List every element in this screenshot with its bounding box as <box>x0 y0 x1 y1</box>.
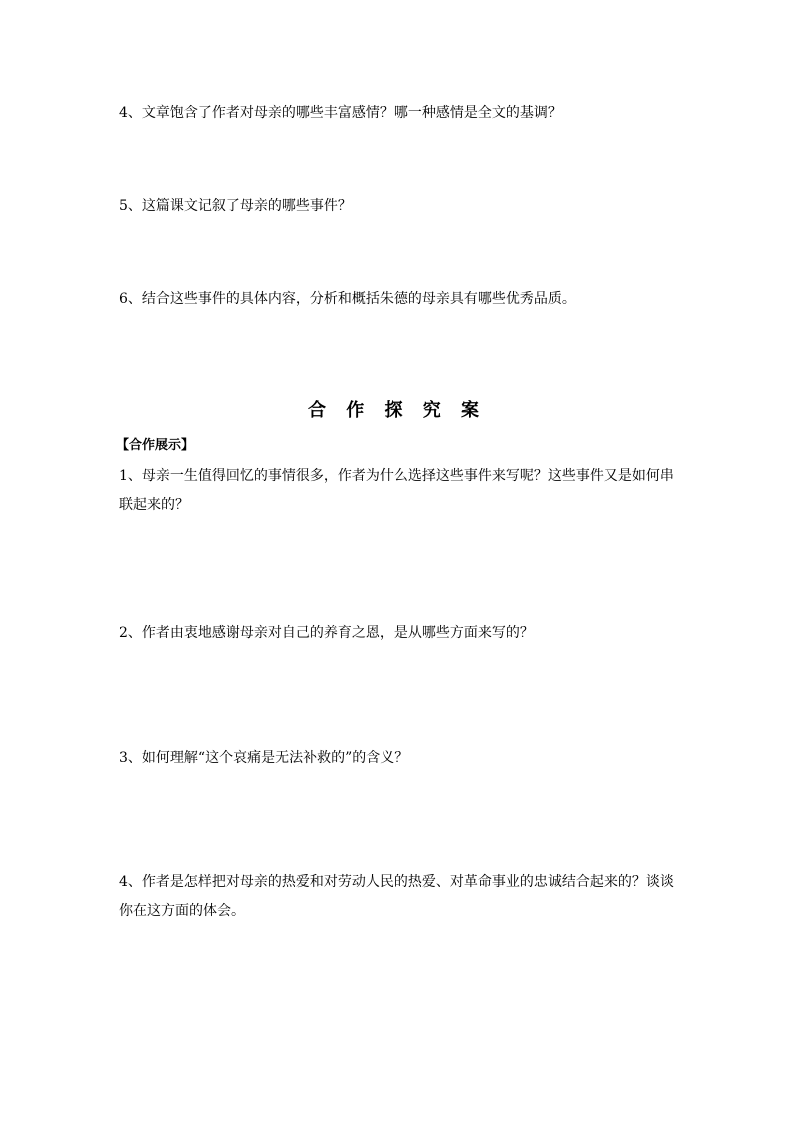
section-label: 【合作展示】 <box>116 438 195 453</box>
cooperative-question-2-text: 2、作者由衷地感谢母亲对自己的养育之恩，是从哪些方面来写的？ <box>119 625 534 641</box>
question-4-text: 4、文章饱含了作者对母亲的哪些丰富感情？哪一种感情是全文的基调？ <box>119 105 562 121</box>
section-title: 合 作 探 究 案 <box>307 400 487 421</box>
cooperative-question-1-text: 1、母亲一生值得回忆的事情很多，作者为什么选择这些事件来写呢？这些事件又是如何串联起来的？ <box>119 468 674 513</box>
question-6-text: 6、结合这些事件的具体内容，分析和概括朱德的母亲具有哪些优秀品质。 <box>119 291 576 307</box>
cooperative-question-3-text: 3、如何理解“这个哀痛是无法补救的”的含义？ <box>119 750 409 766</box>
question-5-text: 5、这篇课文记叙了母亲的哪些事件？ <box>119 198 352 214</box>
cooperative-question-4-text: 4、作者是怎样把对母亲的热爱和对劳动人民的热爱、对革命事业的忠诚结合起来的？谈谈你在这方面的体会。 <box>119 874 674 919</box>
